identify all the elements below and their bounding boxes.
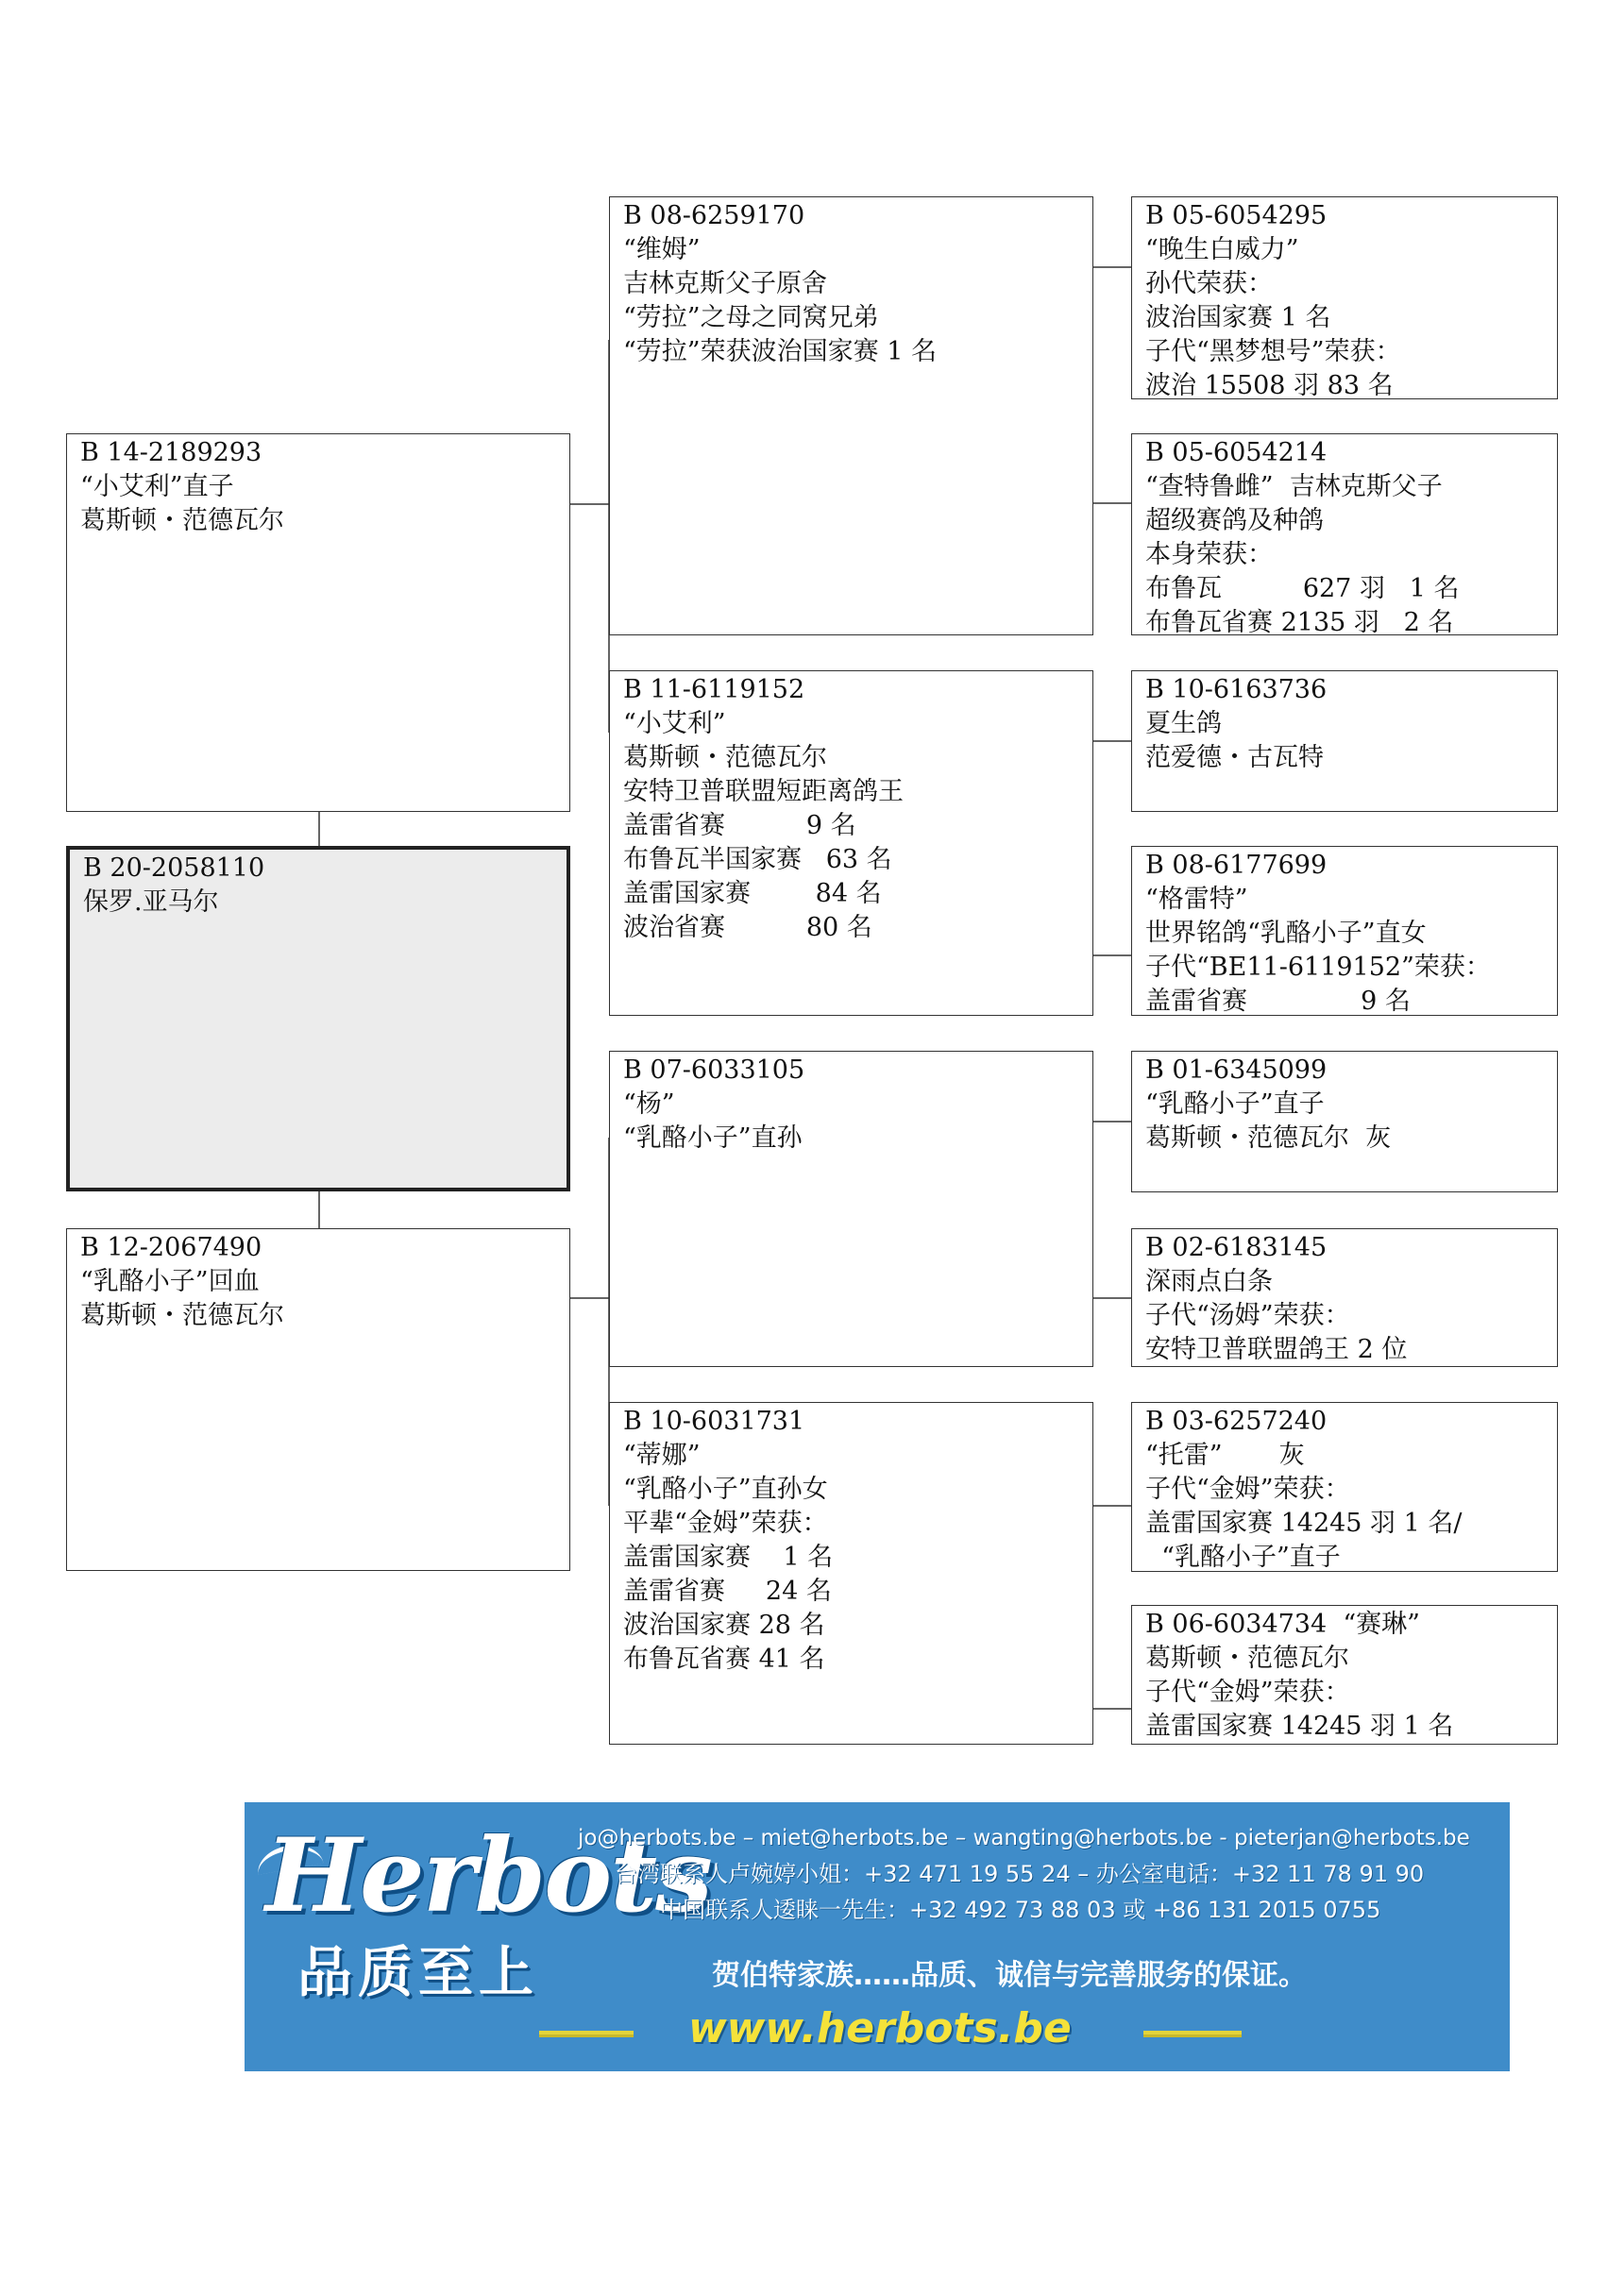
- ring-number: B 06-6034734 “赛琳”: [1145, 1610, 1420, 1639]
- pedigree-line: “小艾利”直子: [80, 472, 234, 501]
- banner-emails[interactable]: jo@herbots.be – miet@herbots.be – wangting@herbots.be - pieterjan@herbots.be: [578, 1826, 1470, 1850]
- pedigree-line: 夏生鸽: [1145, 709, 1222, 738]
- ring-number: B 05-6054295: [1145, 201, 1328, 230]
- herbots-banner: [245, 1802, 1510, 2071]
- pedigree-line: 波治省赛 80 名: [623, 913, 872, 942]
- banner-slogan: 品质至上: [297, 1940, 540, 2004]
- pedigree-box-ss-sire: [1131, 196, 1558, 399]
- pedigree-line: 本身荣获：: [1145, 540, 1273, 569]
- pedigree-line: “乳酪小子”直孙女: [623, 1475, 828, 1504]
- pedigree-line: “乳酪小子”直孙: [623, 1123, 803, 1153]
- pedigree-line: 安特卫普联盟鸽王 2 位: [1145, 1335, 1408, 1364]
- pedigree-line: 布鲁瓦省赛 41 名: [623, 1645, 825, 1674]
- pedigree-box-sire-sire: [609, 196, 1093, 635]
- banner-china-contact: 中国联系人逶睐一先生：+32 492 73 88 03 或 +86 131 2015 0755: [660, 1897, 1381, 1923]
- ring-number: B 14-2189293: [80, 438, 262, 467]
- pedigree-line: “劳拉”荣获波治国家赛 1 名: [623, 337, 937, 366]
- pedigree-line: 盖雷国家赛 14245 羽 1 名: [1145, 1712, 1454, 1741]
- pedigree-line: 超级赛鸽及种鸽: [1145, 506, 1324, 535]
- pedigree-line: 吉林克斯父子原舍: [623, 269, 827, 298]
- pedigree-box-sire-dam: [609, 670, 1093, 1016]
- pedigree-line: 平辈“金姆”荣获：: [623, 1509, 828, 1538]
- pedigree-box-dam-sire: [609, 1051, 1093, 1367]
- pedigree-line: 布鲁瓦 627 羽 1 名: [1145, 574, 1460, 603]
- ring-number: B 07-6033105: [623, 1055, 805, 1085]
- pedigree-line: 子代“黑梦想号”荣获：: [1145, 337, 1401, 366]
- ring-number: B 10-6163736: [1145, 675, 1328, 704]
- pedigree-line: “晚生白威力”: [1145, 235, 1299, 264]
- pedigree-line: 盖雷省赛 9 名: [623, 811, 856, 840]
- pedigree-box-ss-dam: [1131, 433, 1558, 635]
- herbots-logo: Herbots: [265, 1816, 711, 1935]
- pedigree-line: “托雷” 灰: [1145, 1441, 1305, 1470]
- banner-deco-line-left: [539, 2031, 634, 2037]
- pedigree-box-dd-dam: [1131, 1605, 1558, 1745]
- banner-website-link[interactable]: www.herbots.be: [688, 2004, 1072, 2052]
- pedigree-line: 葛斯顿・范德瓦尔: [1145, 1644, 1349, 1673]
- pedigree-line: 世界铭鸽“乳酪小子”直女: [1145, 919, 1427, 948]
- ring-number: B 05-6054214: [1145, 438, 1328, 467]
- pedigree-line: “查特鲁雌” 吉林克斯父子: [1145, 472, 1443, 501]
- pedigree-box-subject: [66, 846, 570, 1191]
- pedigree-line: 盖雷国家赛 84 名: [623, 879, 882, 908]
- pedigree-line: “小艾利”: [623, 709, 726, 738]
- pedigree-line: “乳酪小子”直子: [1145, 1543, 1341, 1572]
- pedigree-line: 波治 15508 羽 83 名: [1145, 371, 1394, 399]
- pedigree-line: 波治国家赛 28 名: [623, 1611, 825, 1640]
- pedigree-line: “乳酪小子”直子: [1145, 1089, 1325, 1119]
- pedigree-box-dd-sire: [1131, 1402, 1558, 1572]
- pedigree-line: 范爱德・古瓦特: [1145, 743, 1324, 772]
- pedigree-line: 葛斯顿・范德瓦尔 灰: [1145, 1123, 1392, 1153]
- pedigree-line: 盖雷国家赛 1 名: [623, 1543, 834, 1572]
- pedigree-box-dam-dam: [609, 1402, 1093, 1745]
- pedigree-box-sd-dam: [1131, 846, 1558, 1016]
- pedigree-line: 深雨点白条: [1145, 1267, 1273, 1296]
- pedigree-line: 孙代荣获：: [1145, 269, 1273, 298]
- pedigree-line: 子代“金姆”荣获：: [1145, 1678, 1350, 1707]
- pedigree-line: 盖雷省赛 24 名: [623, 1577, 832, 1606]
- pedigree-line: 子代“BE11-6119152”荣获：: [1145, 953, 1491, 982]
- pedigree-line: “维姆”: [623, 235, 701, 264]
- pedigree-line: 葛斯顿・范德瓦尔: [623, 743, 827, 772]
- pedigree-line: “格雷特”: [1145, 885, 1248, 914]
- pedigree-box-ds-sire: [1131, 1051, 1558, 1192]
- pedigree-line: “杨”: [623, 1089, 675, 1119]
- pedigree-line: 盖雷国家赛 14245 羽 1 名/: [1145, 1509, 1463, 1538]
- ring-number: B 10-6031731: [623, 1407, 805, 1436]
- banner-taiwan-contact: 台湾联系人卢婉婷小姐：+32 471 19 55 24 – 办公室电话：+32 11 78 91 90: [615, 1861, 1425, 1887]
- pedigree-line: 子代“汤姆”荣获：: [1145, 1301, 1350, 1330]
- pedigree-box-sire: [66, 433, 570, 812]
- ring-number: B 08-6259170: [623, 201, 805, 230]
- pedigree-line: 葛斯顿・范德瓦尔: [80, 1301, 284, 1330]
- banner-deco-line-right: [1143, 2031, 1242, 2037]
- pedigree-line: “蒂娜”: [623, 1441, 701, 1470]
- pedigree-line: 布鲁瓦半国家赛 63 名: [623, 845, 892, 874]
- ring-number: B 02-6183145: [1145, 1233, 1328, 1262]
- pedigree-line: 盖雷省赛 9 名: [1145, 987, 1411, 1016]
- pedigree-line: 安特卫普联盟短距离鸽王: [623, 777, 904, 806]
- pedigree-box-sd-sire: [1131, 670, 1558, 812]
- banner-tagline: 贺伯特家族……品质、诚信与完善服务的保证。: [712, 1959, 1307, 1992]
- ring-number: B 03-6257240: [1145, 1407, 1328, 1436]
- ring-number: B 01-6345099: [1145, 1055, 1328, 1085]
- ring-number: B 20-2058110: [83, 853, 265, 883]
- ring-number: B 11-6119152: [623, 675, 805, 704]
- ring-number: B 12-2067490: [80, 1233, 262, 1262]
- pedigree-box-ds-dam: [1131, 1228, 1558, 1367]
- pedigree-line: 葛斯顿・范德瓦尔: [80, 506, 284, 535]
- pedigree-box-dam: [66, 1228, 570, 1571]
- pedigree-line: 波治国家赛 1 名: [1145, 303, 1331, 332]
- ring-number: B 08-6177699: [1145, 851, 1328, 880]
- pedigree-line: “乳酪小子”回血: [80, 1267, 260, 1296]
- pedigree-line: 布鲁瓦省赛 2135 羽 2 名: [1145, 608, 1454, 635]
- pedigree-line: “劳拉”之母之同窝兄弟: [623, 303, 879, 332]
- pedigree-line: 子代“金姆”荣获：: [1145, 1475, 1350, 1504]
- pedigree-line: 保罗.亚马尔: [83, 887, 219, 917]
